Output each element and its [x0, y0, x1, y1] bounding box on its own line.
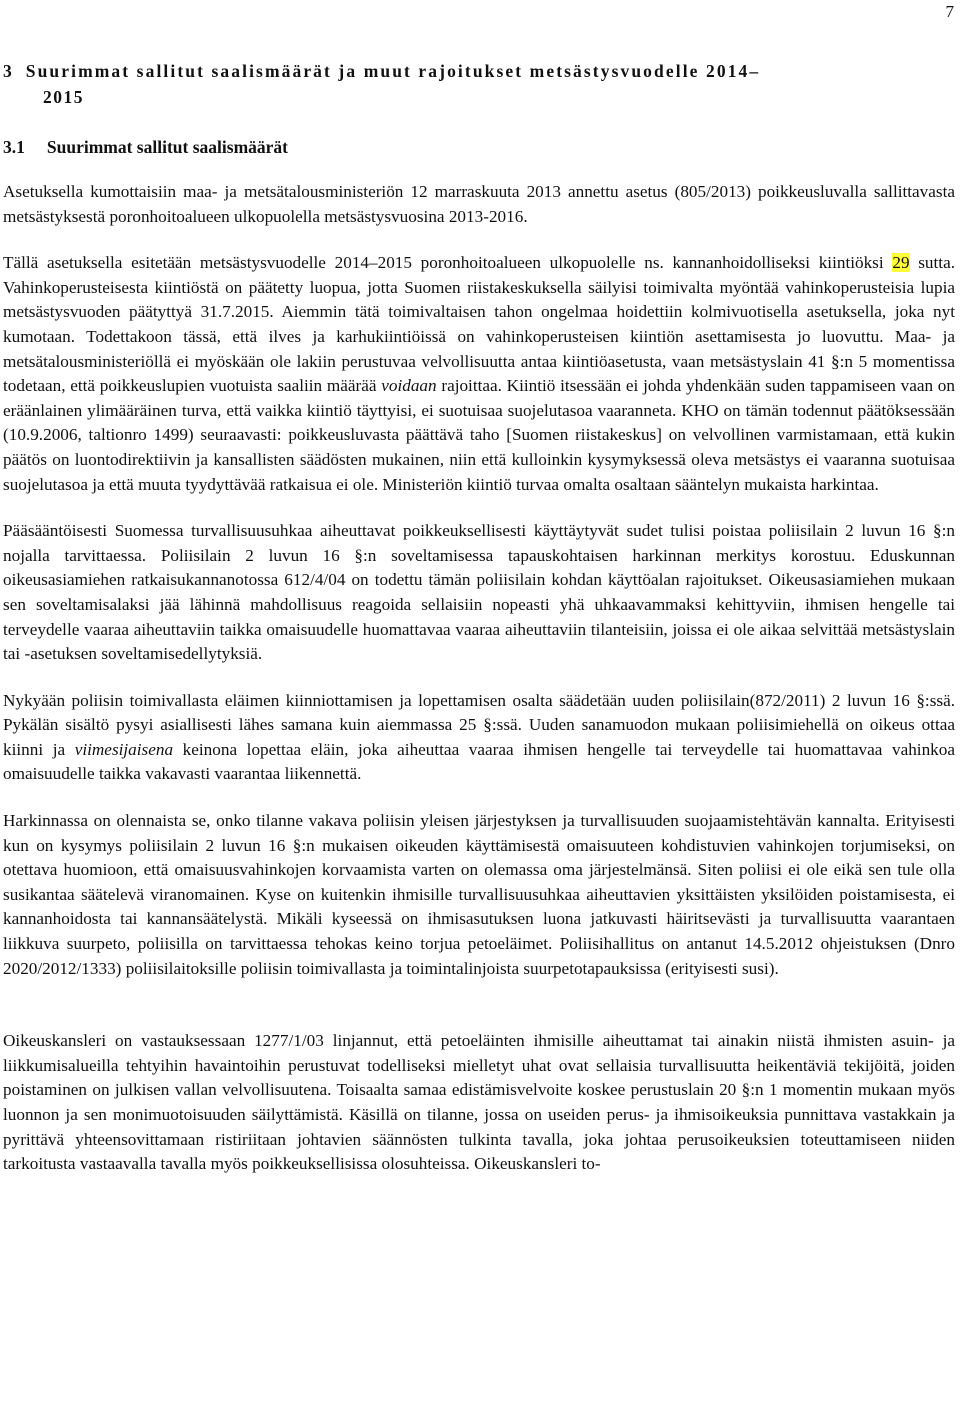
paragraph-1: Asetuksella kumottaisiin maa- ja metsätalousministeriön 12 marraskuuta 2013 annettu asetus (805/2013) poikkeusluvalla sallittavasta metsästyksestä poronhoitoalueen ulkopuolella metsästysvuosina 2013-2016. — [3, 182, 955, 226]
paragraph-5: Harkinnassa on olennaista se, onko tilanne vakava poliisin yleisen järjestyksen ja turvallisuuden suojaamistehtävän kannalta. Erityisesti kun on kysymys poliisilain 2 luvun 16 §:n mukaisen oikeuden käyttämisestä omaisuuteen kohdistuvien vahinkojen torjumiseksi, on otettava huomioon, että omaisuusvahinkojen korvaamista varten on olemassa oma järjestelmänsä. Siten poliisi ei ole eikä sen tule olla susikantaa säätelevä viranomainen. Kyse on kuitenkin ihmisille turvallisuusuhkaa aiheuttavien yksittäisten yksilöiden poistamisesta, ei kannanhoidosta tai kannansäätelystä. Mikäli kyseessä on ihmisasutuksen luona jatkuvasti häiritsevästi ja turvallisuutta vaarantaen liikkuva suurpeto, poliisilla on tarvittaessa tehokas keino torjua petoeläimet. Poliisihallitus on antanut 14.5.2012 ohjeistuksen (Dnro 2020/2012/1333) poliisilaitoksille poliisin toimivallasta ja toimintalinjoista suurpetotapauksissa (erityisesti susi). — [3, 811, 955, 978]
paragraph-4-part-b: keinona lopettaa eläin, joka aiheuttaa vaaraa ihmisen hengelle tai terveydelle tai huomattavaa vahinkoa omaisuudelle taikka vakavasti vaarantaa liikennettä. — [3, 739, 955, 784]
section-title: Suurimmat sallitut saalismäärät — [46, 137, 288, 157]
section-heading — [3, 134, 955, 160]
section-number: 3.1 — [3, 137, 25, 157]
italic-word-viimesijaisena: viimesijaisena — [74, 739, 174, 759]
highlighted-quota: 29 — [892, 253, 910, 273]
page-number: 7 — [945, 2, 954, 21]
paragraph-6: Oikeuskansleri on vastauksessaan 1277/1/03 linjannut, että petoeläinten ihmisille aiheuttamat tai ainakin niistä ihmisten asuin- ja liikkumisalueilla tehtyihin havaintoihin perustuvat todelliseksi mielletyt uhat ovat sellaisia turvallisuutta heikentäviä tekijöitä, joiden poistaminen on julkisen vallan velvollisuutena. Toisaalta samaa edistämisvelvoite koskee perustuslain 20 §:n 1 momentin mukaan myös luonnon ja sen monimuotoisuuden säilyttämistä. Käsillä on tilanne, jossa on useiden perus- ja ihmisoikeuksia punnittava vastakkain ja pyrittävä yhteensovittamaan ristiriitaan johtavien säännösten tulkinta tavalla, joka johtaa perusoikeuksien toteuttamiseen niiden tarkoitusta vastaavalla tavalla myös poikkeuksellisissa olosuhteissa. Oikeuskansleri to- — [3, 1031, 955, 1174]
paragraph-3: Pääsääntöisesti Suomessa turvallisuusuhkaa aiheuttavat poikkeuksellisesti käyttäytyvät sudet tulisi poistaa poliisilain 2 luvun 16 §:n nojalla tarvittaessa. Poliisilain 2 luvun 16 §:n soveltamisessa tapauskohtaisen harkinnan merkitys korostuu. Eduskunnan oikeusasiamiehen ratkaisukannanotossa 612/4/04 on todettu tämän poliisilain kohdan käyttöalan rajoitukset. Oikeusasiamiehen mukaan sen soveltamisalaksi jää lähinnä mahdollisuus reagoida sellaisiin nopeasti yhä uhkaavammaksi kehittyviin, ihmisen hengelle tai terveydelle vaaraa aiheuttaviin taikka omaisuudelle huomattavaa vaaraa aiheuttaviin tilanteisiin, joissa ei ole aikaa selvittää metsästyslain tai -asetuksen soveltamisedellytyksiä. — [3, 521, 955, 664]
paragraph-2-part-b: sutta. Vahinkoperusteisesta kiintiöstä on päätetty luopua, jotta Suomen riistakeskuksella säilyisi toimivalta myöntää vahinkoperusteisia lupia metsästysvuoden päätyttyä 31.7.2015. Aiemmin tätä toimivaltaisen tahon ongelmaa hoidettiin kolmivuotisella asetuksella, joka nyt kumotaan. Todettakoon tässä, että ilves ja karhukiintiöissä on vahinkoperusteisen kiintiön asettamisesta jo luovuttu. Maa- ja metsätalousministeriöllä ei myöskään ole lakiin perustuvaa velvollisuutta antaa kiintiöasetusta, vaan metsästyslain 41 §:n 5 momentissa todetaan, että poikkeuslupien vuotuista saaliin määrää — [3, 253, 955, 396]
chapter-title: Suurimmat sallitut saalismäärät ja muut rajoitukset metsästysvuodelle 2014– — [25, 61, 761, 81]
document-body — [3, 58, 955, 1177]
italic-word-voidaan: voidaan — [381, 376, 437, 396]
paragraph-4-part-a: Nykyään poliisin toimivallasta eläimen kiinniottamisen ja lopettamisen osalta säädetään uuden poliisilain(872/2011) 2 luvun 16 §:ssä. Pykälän sisältö pysyi asiallisesti lähes samana kuin aiemmassa 25 §:ssä. Uuden sanamuodon mukaan poliisimiehellä on oikeus ottaa kiinni ja — [3, 690, 955, 759]
chapter-heading — [3, 58, 955, 110]
paragraph-2 — [3, 251, 955, 497]
paragraph-2-part-a: Tällä asetuksella esitetään metsästysvuodelle 2014–2015 poronhoitoalueen ulkopuolelle ns. kannanhoidolliseksi kiintiöksi — [3, 253, 893, 273]
paragraph-4 — [3, 689, 955, 787]
chapter-title-continuation: 2015 — [43, 87, 84, 107]
chapter-number: 3 — [3, 61, 12, 81]
paragraph-2-part-c: rajoittaa. Kiintiö itsessään ei johda yhdenkään suden tappamiseen vaan on eräänlainen ylimääräinen turva, että vaikka kiintiö täyttyisi, ei suotuisaa suojelutasoa vaaranneta. KHO on tämän todennut päätöksessään (10.9.2006, taltionro 1499) seuraavasti: poikkeusluvasta päättävä taho [Suomen riistakeskus] on velvollinen varmistamaan, että kukin päätös on luontodirektiivin ja kansallisten säädösten mukainen, niin että kulloinkin kysymyksessä oleva metsästys ei vaaranna suotuisaa suojelutasoa ja että muuta tyydyttävää ratkaisua ei ole. Ministeriön kiintiö turvaa omalta osaltaan sääntelyn mukaista harkintaa. — [3, 376, 955, 494]
